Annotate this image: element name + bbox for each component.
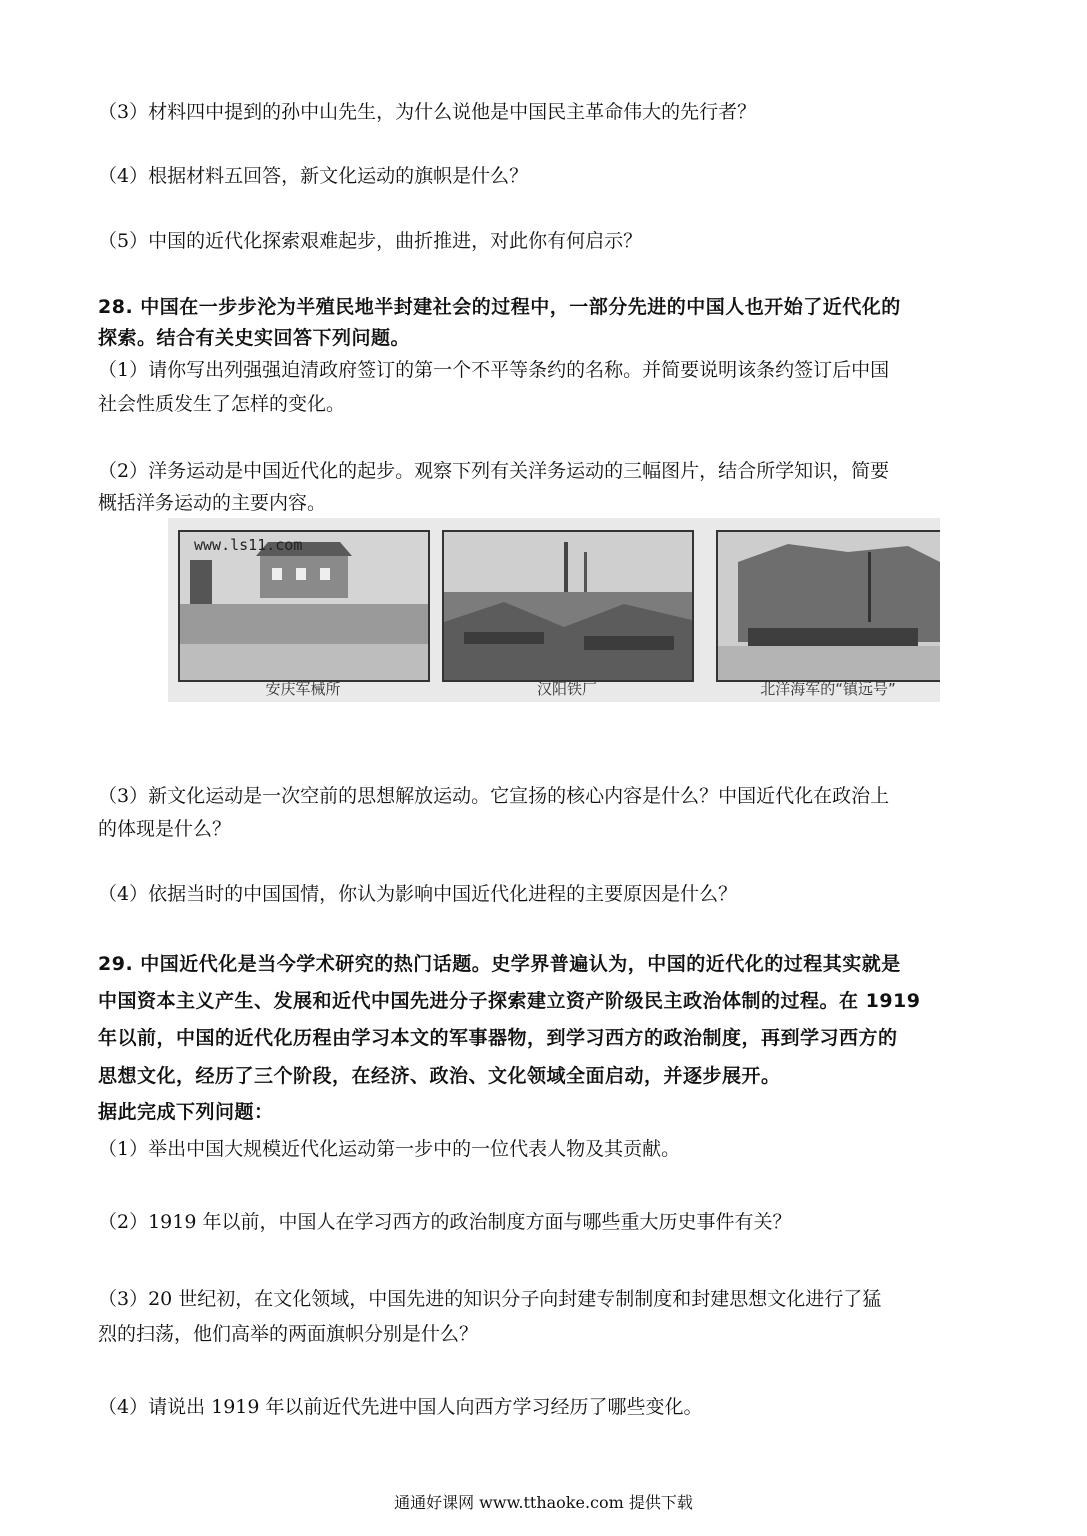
q29-intro-line3: 年以前，中国的近代化历程由学习本文的军事器物，到学习西方的政治制度，再到学习西方的 — [98, 1027, 898, 1049]
anqing-arsenal-photo — [178, 530, 430, 682]
q28-part4: （4）依据当时的中国国情，你认为影响中国近代化进程的主要原因是什么？ — [98, 883, 738, 905]
watermark-text: www.ls11.com — [194, 536, 303, 554]
q28-intro-line2: 探索。结合有关史实回答下列问题。 — [98, 327, 411, 349]
caption-anqing: 安庆军械所 — [265, 680, 341, 698]
q28-part2-line2: 概括洋务运动的主要内容。 — [98, 492, 327, 514]
q28-part2-line1: （2）洋务运动是中国近代化的起步。观察下列有关洋务运动的三幅图片，结合所学知识，简要 — [98, 460, 890, 482]
caption-hanyang: 汉阳铁厂 — [536, 680, 597, 698]
question-3-prev: （3）材料四中提到的孙中山先生，为什么说他是中国民主革命伟大的先行者？ — [98, 101, 757, 123]
page-footer: 通通好课网 www.tthaoke.com 提供下载 — [394, 1493, 693, 1512]
question-5-prev: （5）中国的近代化探索艰难起步，曲折推进，对此你有何启示？ — [98, 230, 643, 252]
q28-part3-line2: 的体现是什么？ — [98, 818, 232, 840]
q28-intro-line1: 28. 中国在一步步沦为半殖民地半封建社会的过程中，一部分先进的中国人也开始了近代化的 — [98, 296, 901, 318]
caption-zhenyuan: 北洋海军的“镇远号” — [760, 680, 896, 698]
q29-intro-line1: 29. 中国近代化是当今学术研究的热门话题。史学界普遍认为，中国的近代化的过程其实就是 — [98, 953, 901, 975]
q28-part1-line1: （1）请你写出列强强迫清政府签订的第一个不平等条约的名称。并简要说明该条约签订后中国 — [98, 359, 890, 381]
q29-intro-line5: 据此完成下列问题： — [98, 1101, 274, 1123]
q28-part1-line2: 社会性质发生了怎样的变化。 — [98, 393, 346, 415]
q29-part1: （1）举出中国大规模近代化运动第一步中的一位代表人物及其贡献。 — [98, 1138, 681, 1160]
q29-part4: （4）请说出 1919 年以前近代先进中国人向西方学习经历了哪些变化。 — [98, 1396, 703, 1418]
q29-part3-line1: （3）20 世纪初，在文化领域，中国先进的知识分子向封建专制制度和封建思想文化进行了猛 — [98, 1288, 882, 1310]
q29-part2: （2）1919 年以前，中国人在学习西方的政治制度方面与哪些重大历史事件有关？ — [98, 1211, 792, 1233]
q28-part3-line1: （3）新文化运动是一次空前的思想解放运动。它宣扬的核心内容是什么？中国近代化在政治上 — [98, 785, 890, 807]
yangwu-movement-figure — [168, 518, 940, 702]
zhenyuan-warship-photo — [716, 530, 940, 682]
q29-intro-line4: 思想文化，经历了三个阶段，在经济、政治、文化领域全面启动，并逐步展开。 — [98, 1065, 781, 1087]
hanyang-ironworks-photo — [442, 530, 694, 682]
question-4-prev: （4）根据材料五回答，新文化运动的旗帜是什么？ — [98, 165, 529, 187]
q29-part3-line2: 烈的扫荡，他们高举的两面旗帜分别是什么？ — [98, 1323, 479, 1345]
q29-intro-line2: 中国资本主义产生、发展和近代中国先进分子探索建立资产阶级民主政治体制的过程。在 1919 — [98, 990, 921, 1012]
